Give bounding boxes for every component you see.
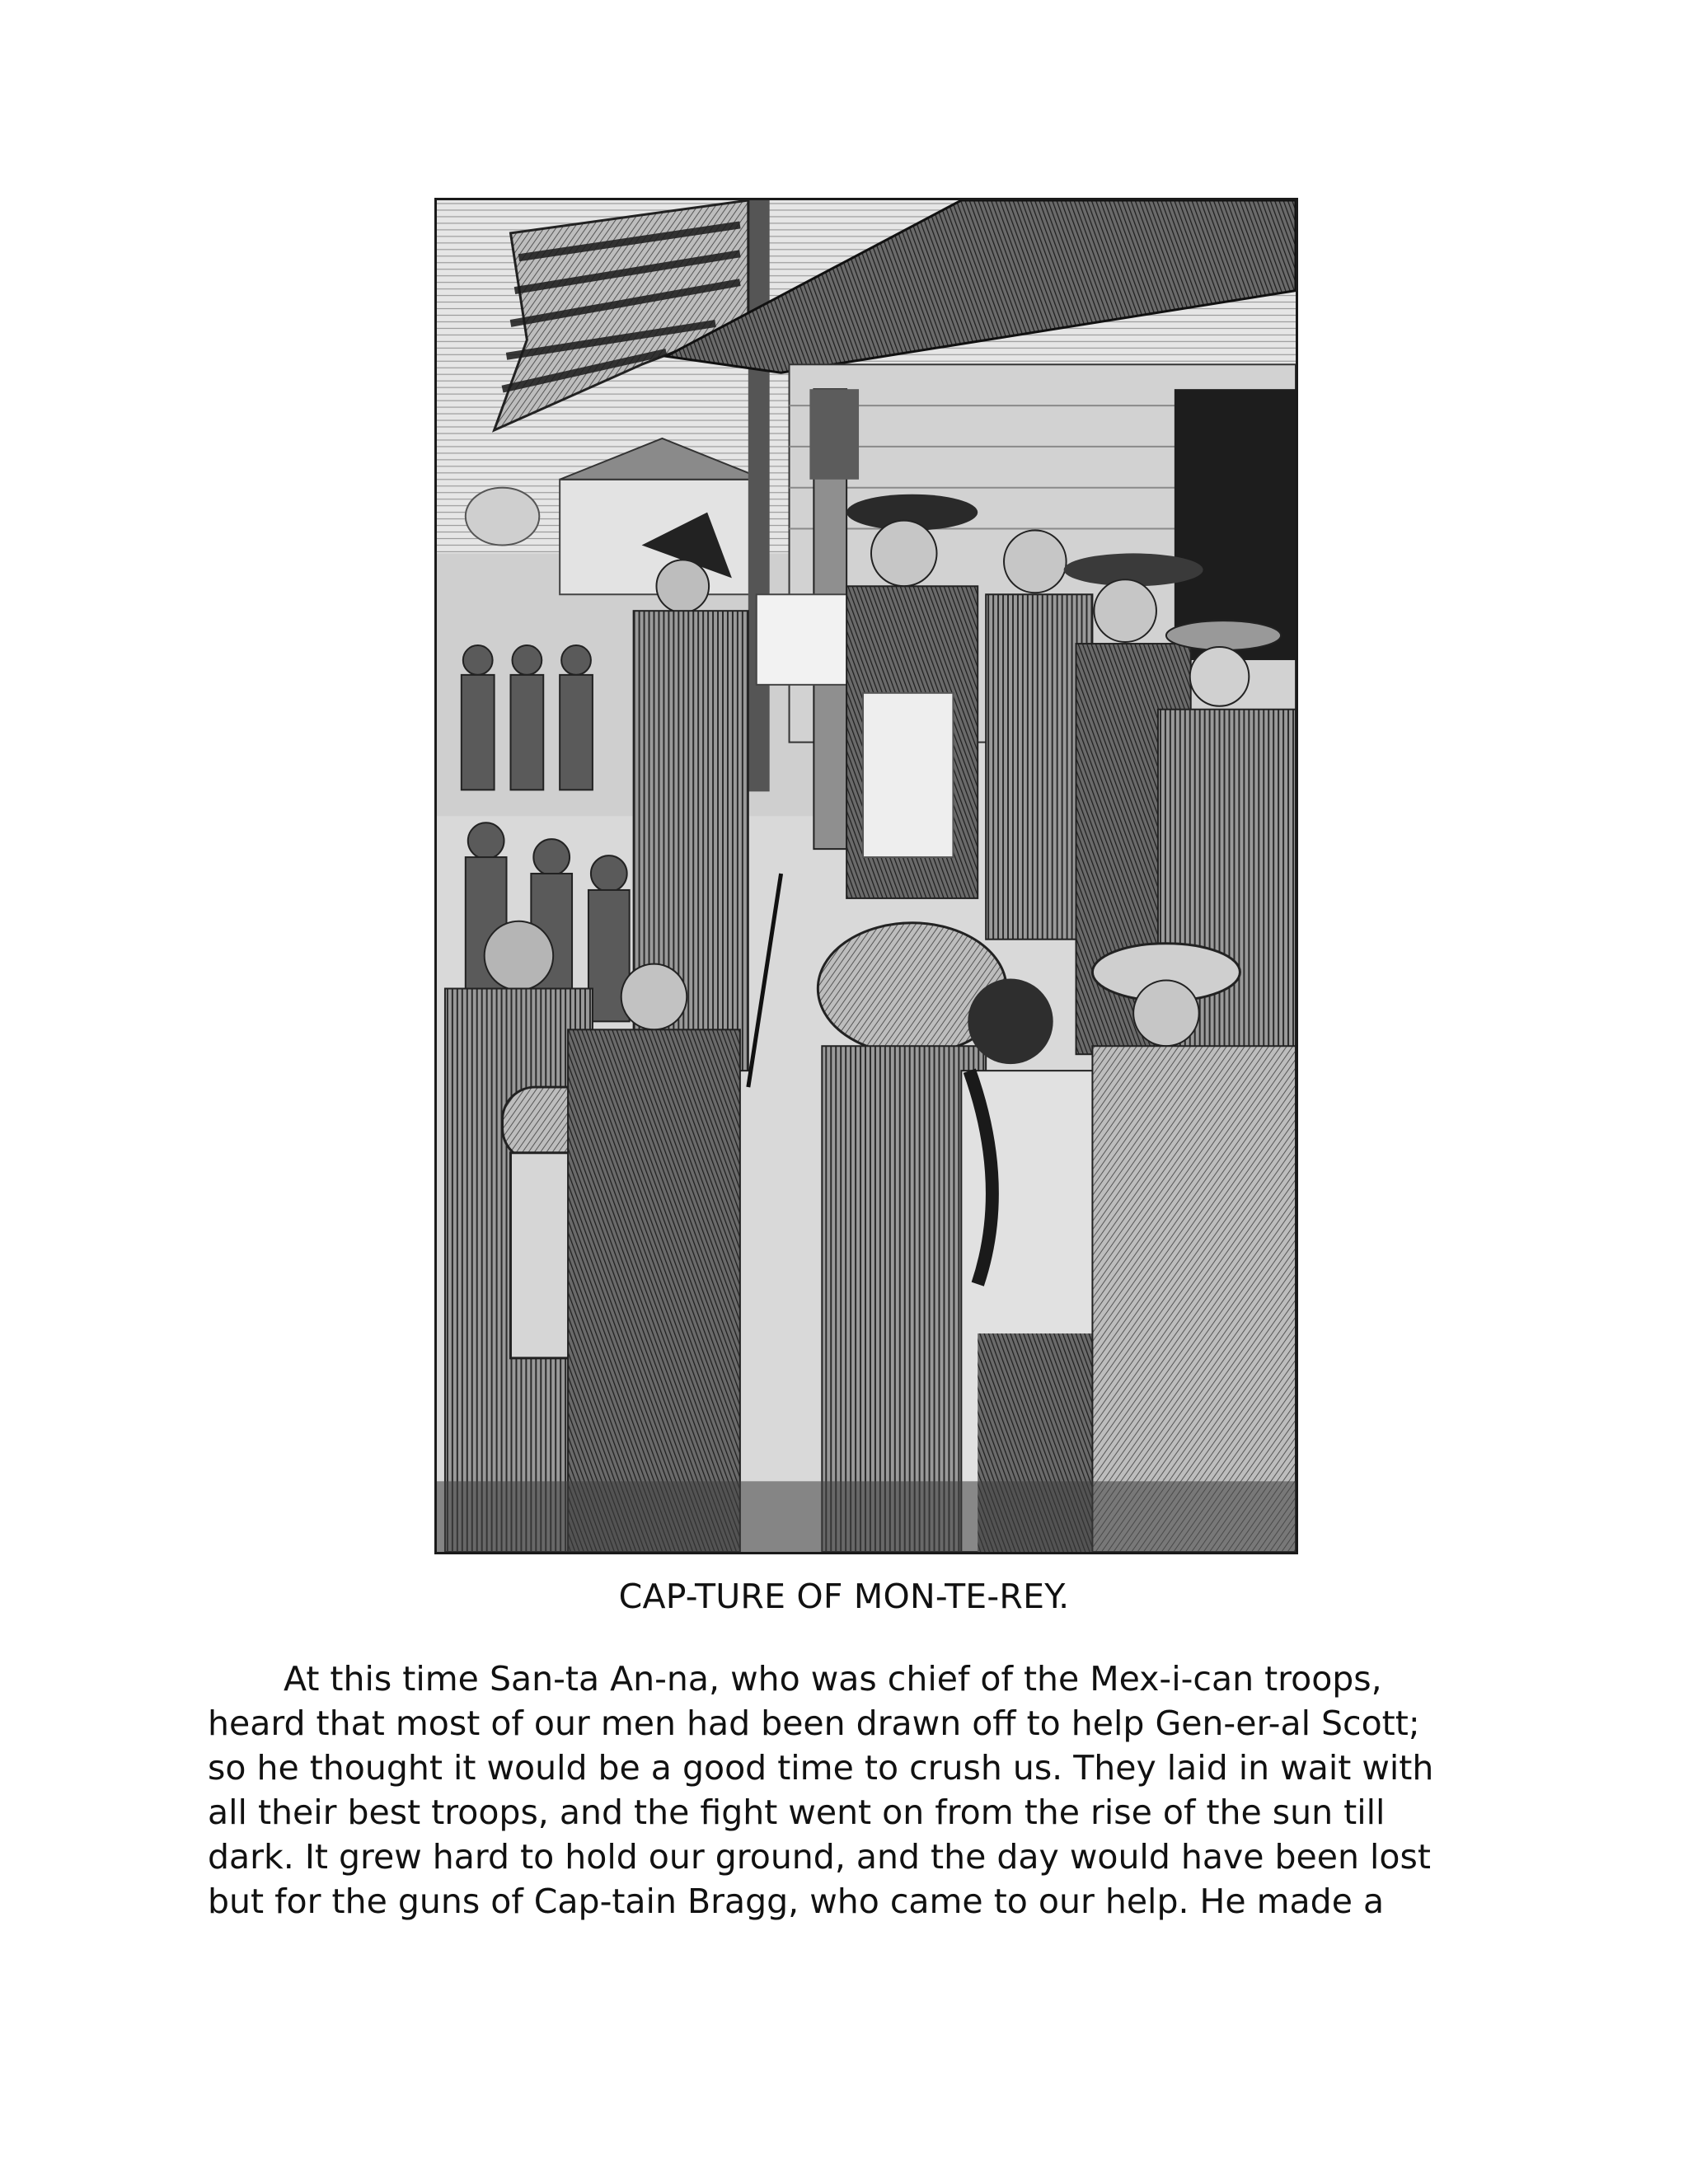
window (809, 389, 859, 480)
text-line: all their best troops, and the fight went on from the rise of the sun till (208, 1793, 1386, 1832)
illustration-caption: CAP-TURE OF MON-TE-REY. (618, 1577, 1070, 1616)
dome (466, 488, 539, 546)
text-line: heard that most of our men had been drawn off to help Gen-er-al Scott; (208, 1704, 1420, 1743)
text-line: so he thought it would be a good time to crush us. They laid in wait with (208, 1748, 1434, 1788)
doorway (1175, 389, 1296, 660)
text-line: At this time San-ta An-na, who was chief of the Mex-i-can troops, (284, 1659, 1382, 1699)
text-line: but for the guns of Cap-tain Bragg, who came to our help. He made a (208, 1882, 1385, 1921)
body-paragraph (208, 1657, 1493, 1924)
engraving-drawing (437, 200, 1296, 1552)
engraving-illustration (434, 198, 1298, 1554)
text-line: dark. It grew hard to hold our ground, and the day would have been lost (208, 1837, 1431, 1877)
flag-pole (748, 200, 770, 791)
